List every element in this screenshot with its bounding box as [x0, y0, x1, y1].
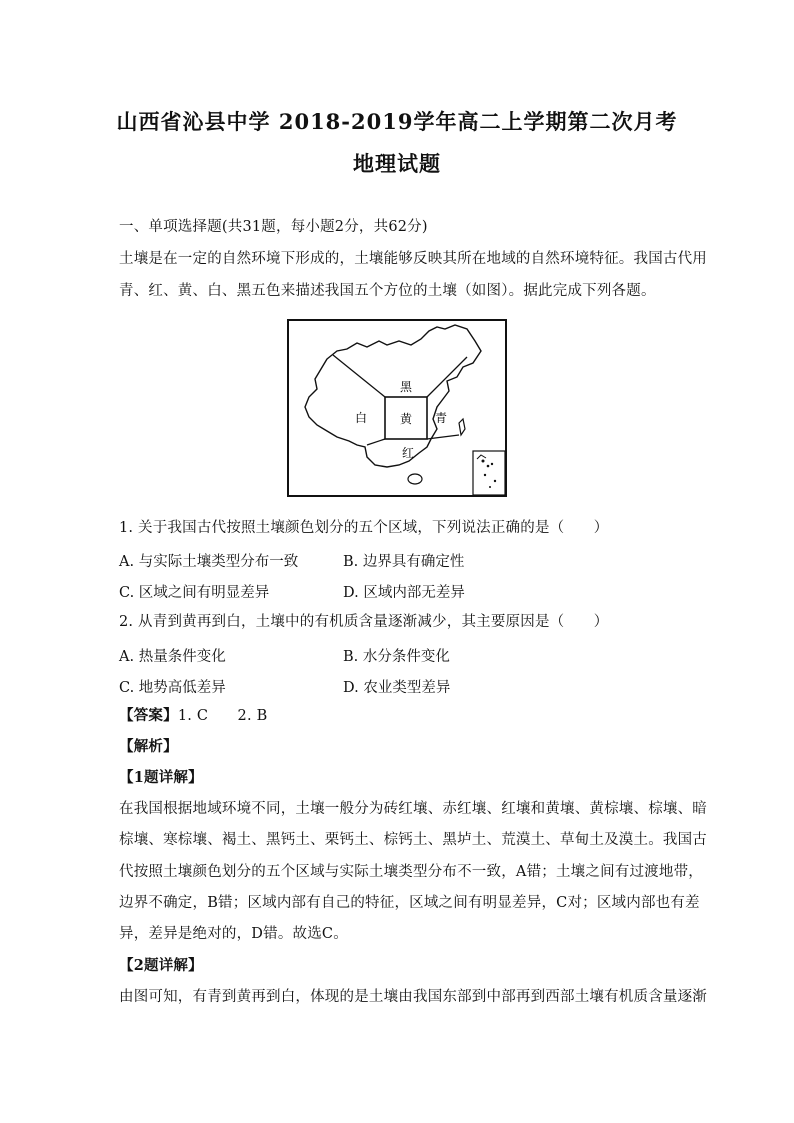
q1-option-b: B. 边界具有确定性 [343, 554, 465, 570]
q1-option-d: D. 区域内部无差异 [343, 585, 465, 601]
label-center-yellow: 黄 [400, 412, 413, 426]
soil-color-map [287, 319, 507, 497]
detail2-line-1: 由图可知，有青到黄再到白，体现的是土壤由我国东部到中部再到西部土壤有机质含量逐渐 [119, 989, 707, 1005]
detail1-line-1: 在我国根据地域环境不同，土壤一般分为砖红壤、赤红壤、红壤和黄壤、黄棕壤、棕壤、暗 [119, 801, 707, 817]
q1-option-a: A. 与实际土壤类型分布一致 [119, 554, 299, 570]
document-title: 山西省沁县中学 2018-2019学年高二上学期第二次月考 [116, 109, 678, 134]
q1-stem: 1. 关于我国古代按照土壤颜色划分的五个区域，下列说法正确的是（ ） [119, 520, 609, 536]
detail2-label: 【2题详解】 [119, 957, 203, 974]
analysis-label: 【解析】 [119, 738, 178, 755]
q1-option-c: C. 区域之间有明显差异 [119, 585, 270, 601]
detail1-line-2: 棕壤、寒棕壤、褐土、黑钙土、栗钙土、棕钙土、黑垆土、荒漠土、草甸土及漠土。我国古 [119, 832, 707, 848]
q2-option-b: B. 水分条件变化 [343, 649, 450, 665]
detail1-line-3: 代按照土壤颜色划分的五个区域与实际土壤类型分布不一致，A错；土壤之间有过渡地带， [119, 864, 703, 880]
q2-option-a: A. 热量条件变化 [119, 649, 226, 665]
label-east-cyan: 青 [435, 411, 448, 425]
label-south-red: 红 [402, 446, 415, 460]
detail1-label: 【1题详解】 [119, 769, 203, 786]
q2-option-c: C. 地势高低差异 [119, 680, 226, 696]
answer-text: 1. C 2. B [177, 708, 268, 724]
intro-line-1: 土壤是在一定的自然环境下形成的，土壤能够反映其所在地域的自然环境特征。我国古代用 [119, 251, 707, 267]
label-north-black: 黑 [400, 380, 413, 394]
document-subtitle: 地理试题 [353, 151, 441, 176]
section-heading: 一、单项选择题(共31题，每小题2分，共62分) [119, 219, 428, 235]
intro-line-2: 青、红、黄、白、黑五色来描述我国五个方位的土壤（如图）。据此完成下列各题。 [119, 283, 656, 299]
answer-line [119, 706, 689, 726]
q2-option-d: D. 农业类型差异 [343, 680, 451, 696]
detail1-line-4: 边界不确定，B错；区域内部有自己的特征，区域之间有明显差异，C对；区域内部也有差 [119, 895, 700, 911]
detail1-line-5: 异，差异是绝对的，D错。故选C。 [119, 926, 348, 942]
label-west-white: 白 [355, 411, 368, 425]
q2-stem: 2. 从青到黄再到白，土壤中的有机质含量逐渐减少，其主要原因是（ ） [119, 614, 609, 630]
answer-label: 【答案】 [119, 707, 178, 724]
